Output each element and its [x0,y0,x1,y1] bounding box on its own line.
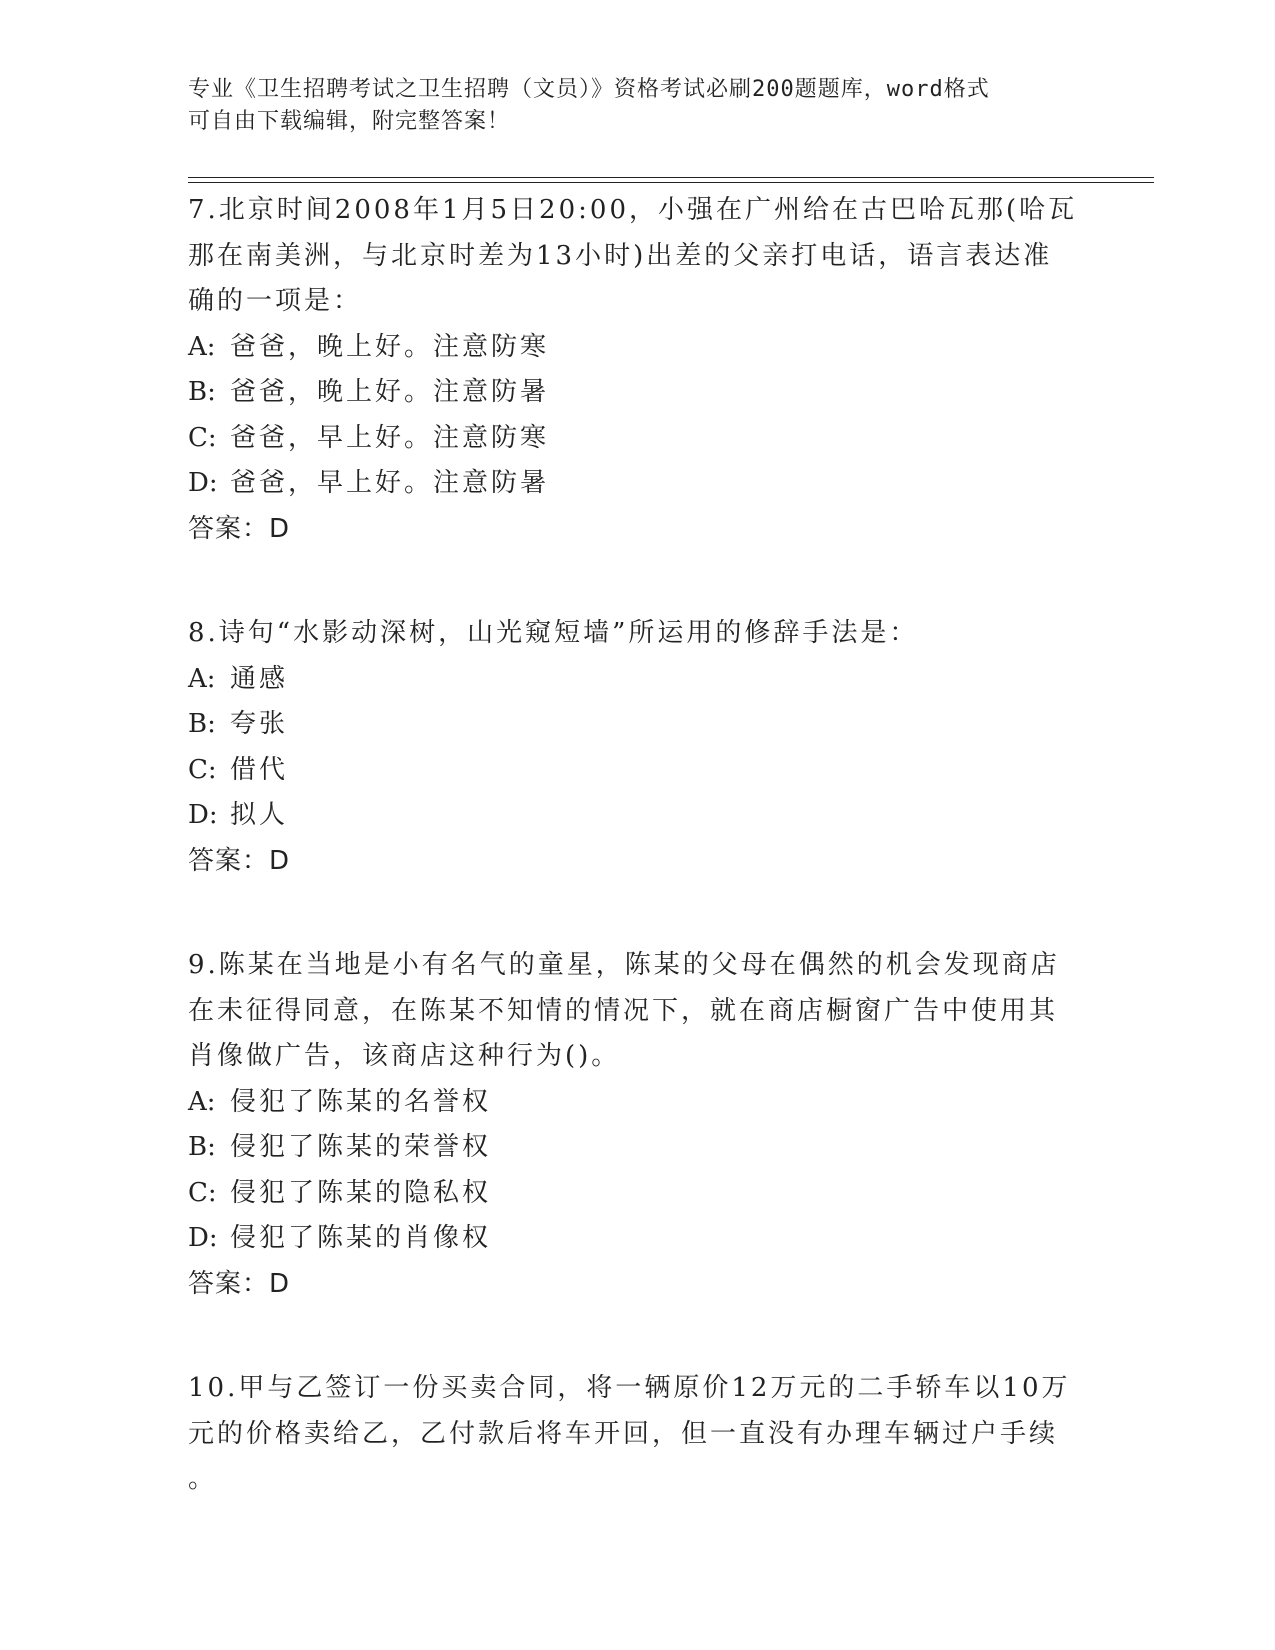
question-line: 7.北京时间2008年1月5日20:00，小强在广州给在古巴哈瓦那(哈瓦 [188,195,1078,225]
question-8 [188,611,1088,884]
option-label: C: [188,1177,217,1208]
question-text [188,1366,1088,1503]
option-text: 侵犯了陈某的隐私权 [230,1177,492,1208]
option-text: 借代 [230,754,289,785]
option-text: 爸爸，早上好。注意防寒 [230,422,550,453]
option-text: 侵犯了陈某的名誉权 [230,1086,492,1117]
option-c [188,748,1088,794]
answer: 答案：D [188,1268,291,1299]
option-label: B: [188,377,216,407]
option-d [188,461,1088,507]
document-header [188,74,1068,138]
question-7 [188,188,1088,552]
option-text: 侵犯了陈某的荣誉权 [230,1132,492,1162]
option-label: A: [188,331,216,362]
option-label: D: [188,468,218,498]
header-line-1: 专业《卫生招聘考试之卫生招聘（文员）》资格考试必刷200题题库，word格式 [188,77,990,102]
option-a [188,325,1088,371]
header-divider-top [188,177,1154,178]
option-label: B: [188,709,216,739]
option-text: 爸爸，晚上好。注意防暑 [230,377,550,407]
question-list [188,188,1088,1503]
option-a [188,1080,1088,1126]
option-label: C: [188,422,217,453]
question-10 [188,1366,1088,1503]
option-c [188,1171,1088,1217]
option-label: D: [188,1223,218,1253]
option-b [188,1125,1088,1171]
question-spacer [188,884,1088,943]
option-text: 拟人 [230,800,289,830]
option-c [188,416,1088,462]
option-text: 爸爸，晚上好。注意防寒 [230,331,550,362]
question-line: 8.诗句“水影动深树，山光窥短墙”所运用的修辞手法是： [188,618,919,648]
option-text: 通感 [230,663,289,694]
answer: 答案：D [188,845,291,876]
question-spacer [188,1307,1088,1366]
question-line: 。 [188,1464,218,1494]
option-label: A: [188,663,216,694]
question-line: 9.陈某在当地是小有名气的童星，陈某的父母在偶然的机会发现商店 [188,950,1060,980]
option-d [188,793,1088,839]
option-label: A: [188,1086,216,1117]
option-text: 侵犯了陈某的肖像权 [230,1223,492,1253]
header-line-2: 可自由下载编辑，附完整答案！ [188,109,511,134]
header-divider-bottom [188,182,1154,183]
question-text [188,188,1088,325]
question-line: 确的一项是： [188,286,363,316]
question-spacer [188,552,1088,611]
answer: 答案：D [188,513,291,544]
question-9 [188,943,1088,1307]
question-line: 元的价格卖给乙，乙付款后将车开回，但一直没有办理车辆过户手续 [188,1418,1059,1449]
option-text: 爸爸，早上好。注意防暑 [230,468,550,498]
question-text [188,943,1088,1080]
question-line: 10.甲与乙签订一份买卖合同，将一辆原价12万元的二手轿车以10万 [188,1373,1071,1403]
option-a [188,657,1088,703]
option-d [188,1216,1088,1262]
option-label: D: [188,800,218,830]
option-b [188,702,1088,748]
option-text: 夸张 [230,709,289,739]
question-line: 那在南美洲，与北京时差为13小时)出差的父亲打电话，语言表达准 [188,240,1053,271]
option-label: C: [188,754,217,785]
question-line: 肖像做广告，该商店这种行为()。 [188,1041,621,1071]
option-b [188,370,1088,416]
question-text [188,611,1088,657]
question-line: 在未征得同意，在陈某不知情的情况下，就在商店橱窗广告中使用其 [188,995,1059,1026]
option-label: B: [188,1132,216,1162]
